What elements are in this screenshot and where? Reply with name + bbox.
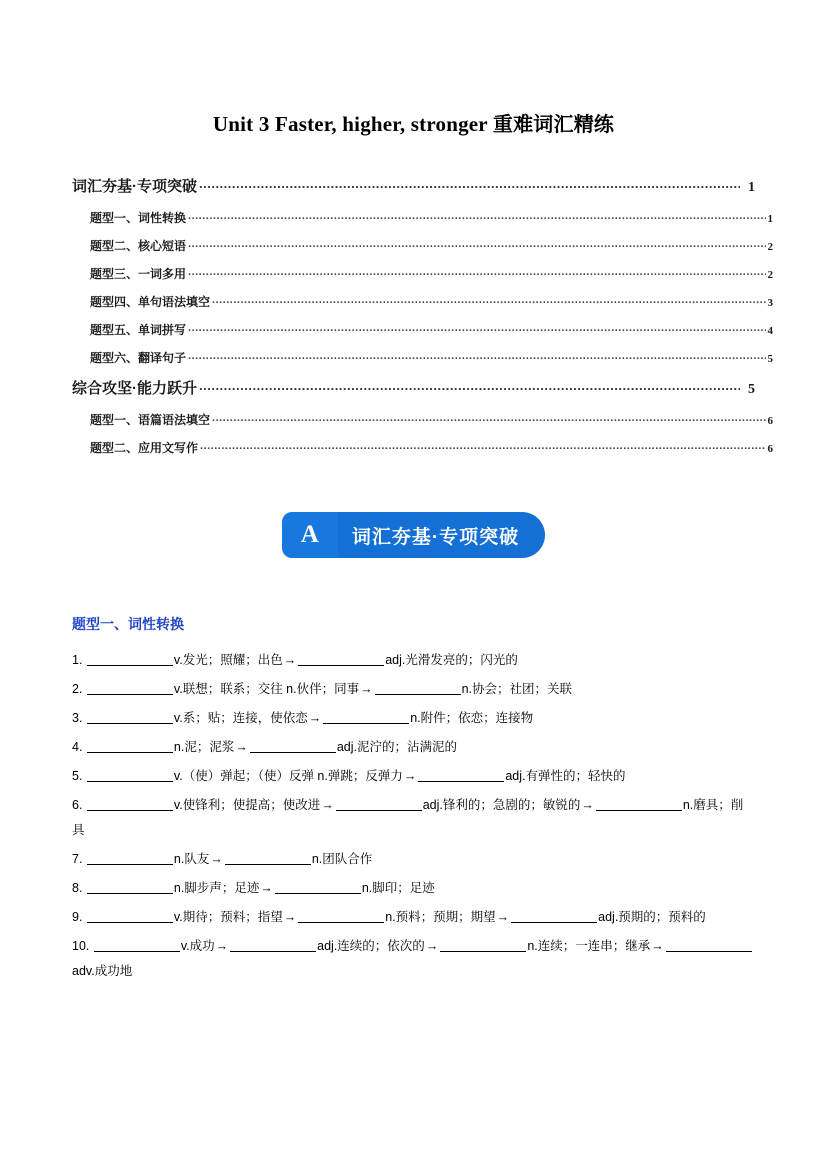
exercise-number: 9.	[72, 910, 86, 924]
toc-page-number: 4	[767, 325, 773, 337]
exercise-text: v.成功	[180, 939, 215, 953]
exercise-item	[72, 793, 755, 843]
answer-blank[interactable]	[418, 768, 504, 782]
page-title-en: Unit 3 Faster, higher, stronger	[212, 112, 493, 136]
arrow-icon: →	[260, 881, 273, 895]
toc-leader-dots	[199, 377, 740, 394]
answer-blank[interactable]	[323, 710, 409, 724]
exercise-item	[72, 677, 755, 702]
answer-blank[interactable]	[250, 739, 336, 753]
toc-entry-label: 题型二、核心短语	[90, 239, 187, 253]
toc-entry[interactable]	[72, 175, 755, 196]
exercise-text: adj.泥泞的；沾满泥的	[336, 740, 457, 754]
arrow-icon: →	[210, 852, 223, 866]
exercise-text: adv.成功地	[72, 964, 133, 978]
answer-blank[interactable]	[87, 851, 173, 865]
exercise-text: v.联想；联系；交往 n.伙伴；同事	[173, 682, 360, 696]
exercise-text: n.泥；泥浆	[173, 740, 235, 754]
exercise-number: 5.	[72, 769, 86, 783]
toc-page-number: 5	[748, 382, 755, 397]
exercise-text: n.预料；预期；期望	[385, 910, 496, 924]
toc-entry[interactable]	[72, 377, 755, 398]
answer-blank[interactable]	[230, 938, 316, 952]
toc-page-number: 3	[767, 297, 773, 309]
arrow-icon: →	[496, 910, 510, 924]
answer-blank[interactable]	[87, 909, 173, 923]
toc-leader-dots	[212, 410, 765, 424]
exercise-item	[72, 934, 755, 984]
exercise-text: n.磨具；削具	[72, 798, 744, 837]
arrow-icon: →	[651, 939, 664, 953]
answer-blank[interactable]	[87, 652, 173, 666]
exercise-text: v.使锋利；使提高；使改进	[173, 798, 321, 812]
toc-leader-dots	[199, 175, 740, 192]
answer-blank[interactable]	[275, 880, 361, 894]
arrow-icon: →	[215, 939, 229, 953]
exercise-text: v.发光；照耀；出色	[173, 653, 283, 667]
toc-leader-dots	[212, 292, 765, 306]
question-type-heading: 题型一、词性转换	[72, 616, 184, 632]
answer-blank[interactable]	[225, 851, 311, 865]
answer-blank[interactable]	[87, 681, 173, 695]
answer-blank[interactable]	[511, 909, 597, 923]
toc-leader-dots	[188, 348, 765, 362]
answer-blank[interactable]	[87, 739, 173, 753]
answer-blank[interactable]	[596, 797, 682, 811]
exercise-number: 7.	[72, 852, 86, 866]
toc-entry-label: 题型二、应用文写作	[90, 441, 199, 455]
exercise-text: n.脚印；足迹	[361, 881, 435, 895]
exercise-text: n.连续；一连串；继承	[527, 939, 651, 953]
toc-leader-dots	[188, 236, 765, 250]
arrow-icon: →	[283, 653, 297, 667]
toc-leader-dots	[188, 208, 765, 222]
exercise-text: adj.锋利的；急剧的；敏锐的	[422, 798, 581, 812]
exercise-number: 2.	[72, 682, 86, 696]
toc-page-number: 1	[748, 180, 755, 195]
answer-blank[interactable]	[87, 880, 173, 894]
banner-letter: A	[282, 512, 338, 558]
exercise-number: 6.	[72, 798, 86, 812]
exercise-text: n.团队合作	[311, 852, 373, 866]
toc-entry[interactable]	[72, 293, 773, 310]
answer-blank[interactable]	[87, 710, 173, 724]
arrow-icon: →	[403, 769, 417, 783]
answer-blank[interactable]	[87, 768, 173, 782]
toc-entry-label: 词汇夯基·专项突破	[72, 178, 197, 195]
toc-leader-dots	[188, 264, 765, 278]
toc-entry-label: 题型六、翻译句子	[90, 351, 187, 365]
exercise-text: n.协会；社团；关联	[461, 682, 573, 696]
toc-entry-label: 题型一、语篇语法填空	[90, 413, 211, 427]
exercise-number: 8.	[72, 881, 86, 895]
exercise-number: 4.	[72, 740, 86, 754]
arrow-icon: →	[235, 740, 248, 754]
section-banner	[72, 512, 755, 558]
exercise-item	[72, 706, 755, 731]
answer-blank[interactable]	[87, 797, 173, 811]
answer-blank[interactable]	[666, 938, 752, 952]
arrow-icon: →	[425, 939, 439, 953]
arrow-icon: →	[581, 798, 594, 812]
toc-page-number: 2	[767, 241, 773, 253]
arrow-icon: →	[308, 711, 322, 725]
exercise-item	[72, 905, 755, 930]
exercise-text: v.期待；预料；指望	[173, 910, 283, 924]
exercise-text: v.系；贴；连接，使依恋	[173, 711, 308, 725]
page-title	[72, 0, 755, 137]
toc-entry-label: 题型三、一词多用	[90, 267, 187, 281]
exercise-text: n.附件；依恋；连接物	[410, 711, 534, 725]
exercise-item	[72, 648, 755, 673]
toc-page-number: 1	[767, 213, 773, 225]
exercise-item	[72, 847, 755, 872]
answer-blank[interactable]	[375, 681, 461, 695]
arrow-icon: →	[321, 798, 334, 812]
exercise-number: 3.	[72, 711, 86, 725]
toc-entry[interactable]	[72, 265, 773, 282]
toc-entry[interactable]	[72, 237, 773, 254]
answer-blank[interactable]	[440, 938, 526, 952]
exercise-text: adj.预期的；预料的	[598, 910, 706, 924]
toc-page-number: 6	[767, 443, 773, 455]
toc-entry[interactable]	[72, 439, 773, 456]
toc-leader-dots	[200, 438, 765, 452]
toc-entry-label: 综合攻坚·能力跃升	[72, 380, 197, 397]
exercise-item	[72, 735, 755, 760]
toc-entry[interactable]	[72, 321, 773, 338]
exercise-number: 1.	[72, 653, 86, 667]
toc-entry[interactable]	[72, 349, 773, 366]
toc-page-number: 6	[767, 415, 773, 427]
exercise-text: adj.连续的；依次的	[317, 939, 425, 953]
exercise-text: adj.有弹性的；轻快的	[505, 769, 626, 783]
toc-leader-dots	[188, 320, 765, 334]
exercise-text: adj.光滑发亮的；闪光的	[385, 653, 518, 667]
toc-entry[interactable]	[72, 411, 773, 428]
answer-blank[interactable]	[298, 909, 384, 923]
arrow-icon: →	[283, 910, 297, 924]
toc-entry-label: 题型四、单句语法填空	[90, 295, 211, 309]
answer-blank[interactable]	[336, 797, 422, 811]
toc-entry-label: 题型一、词性转换	[90, 211, 187, 225]
answer-blank[interactable]	[94, 938, 180, 952]
answer-blank[interactable]	[298, 652, 384, 666]
exercise-text: n.脚步声；足迹	[173, 881, 260, 895]
toc-page-number: 2	[767, 269, 773, 281]
toc-entry[interactable]	[72, 209, 773, 226]
exercise-item	[72, 876, 755, 901]
table-of-contents	[72, 175, 773, 456]
exercise-list	[72, 648, 755, 984]
exercise-number: 10.	[72, 939, 93, 953]
page-title-cn: 重难词汇精练	[492, 114, 615, 136]
arrow-icon: →	[360, 682, 373, 696]
toc-entry-label: 题型五、单词拼写	[90, 323, 187, 337]
exercise-item	[72, 764, 755, 789]
exercise-text: v.（使）弹起；（使）反弹 n.弹跳；反弹力	[173, 769, 403, 783]
toc-page-number: 5	[767, 353, 773, 365]
banner-label: 词汇夯基·专项突破	[338, 512, 545, 558]
exercise-text: n.队友	[173, 852, 210, 866]
